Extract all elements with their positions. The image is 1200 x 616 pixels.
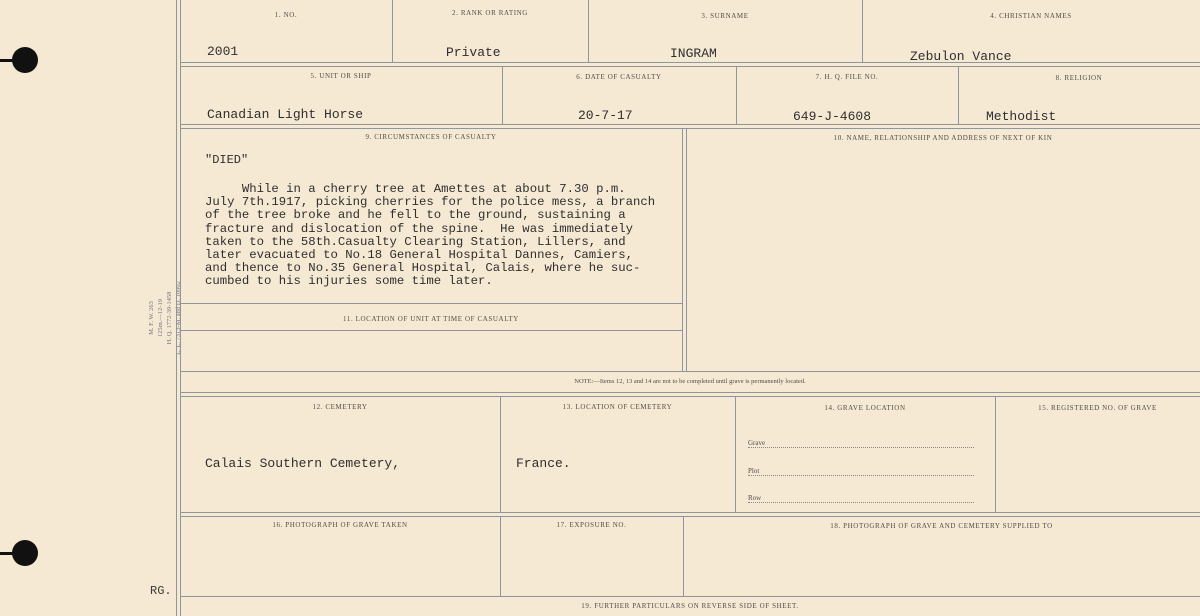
surname: INGRAM	[670, 46, 717, 61]
divider	[500, 396, 501, 512]
header-surname: 3. SURNAME	[701, 12, 749, 20]
circumstances-text: While in a cherry tree at Amettes at about 7.30 p.m. July 7th.1917, picking cherries for the police mess, a branch of the tree broke and he fell to the ground, sustaining a fracture and dislocation of the spine. He was immediately taken to the 58th.Casualty Clearing Station, Lillers, and later evacuated to No.18 General Hospital Dannes, Camiers, and thence to No.35 General Hospital, Calais, where he suc- cumbed to his injuries some time later.	[205, 182, 656, 289]
print-code	[147, 263, 183, 373]
header-exposure-no: 17. EXPOSURE NO.	[556, 521, 627, 529]
header-unit: 5. UNIT OR SHIP	[310, 72, 372, 80]
header-photograph-supplied: 18. PHOTOGRAPH OF GRAVE AND CEMETERY SUPPLIED TO	[830, 522, 1053, 530]
divider	[686, 128, 687, 371]
header-christian-names: 4. CHRISTIAN NAMES	[990, 12, 1072, 20]
service-number: 2001	[207, 44, 239, 59]
divider	[180, 303, 682, 304]
binder-pin	[0, 59, 16, 62]
divider	[180, 124, 1200, 125]
row-label: Row	[748, 494, 762, 502]
christian-names: Zebulon Vance	[910, 49, 1012, 64]
print-code-line: M. F. W. 263	[148, 301, 155, 335]
print-code-line: 125m.—12-19	[157, 298, 164, 338]
header-next-of-kin: 10. NAME, RELATIONSHIP AND ADDRESS OF NEXT OF KIN	[833, 134, 1053, 142]
header-location-cemetery: 13. LOCATION OF CEMETERY	[562, 403, 673, 411]
cemetery-location: France.	[516, 456, 571, 471]
religion: Methodist	[986, 109, 1057, 124]
divider	[735, 396, 736, 512]
file-number: 649-J-4608	[793, 109, 872, 124]
header-photograph-taken: 16. PHOTOGRAPH OF GRAVE TAKEN	[272, 521, 408, 529]
grave-label: Grave	[748, 439, 766, 447]
divider	[995, 396, 996, 512]
divider	[180, 596, 1200, 597]
header-grave-location: 14. GRAVE LOCATION	[824, 404, 906, 412]
grave-field	[748, 439, 974, 448]
divider	[180, 66, 1200, 67]
header-number: 1. NO.	[274, 11, 298, 19]
initials: RG.	[150, 584, 172, 598]
divider	[180, 62, 1200, 63]
divider	[862, 0, 863, 62]
print-code-line: L. L. 7313-M. and D. 10902	[175, 281, 182, 355]
unit: Canadian Light Horse	[207, 107, 364, 122]
plot-field	[748, 467, 974, 476]
header-rank: 2. RANK OR RATING	[452, 9, 528, 17]
divider	[180, 516, 1200, 517]
divider	[180, 392, 1200, 393]
header-date: 6. DATE OF CASUALTY	[576, 73, 662, 81]
note: NOTE:—Items 12, 13 and 14 are not to be completed until grave is permanently located.	[574, 378, 806, 385]
divider	[180, 371, 1200, 372]
divider	[588, 0, 589, 62]
print-code-line: H. Q. 1772-39-1458	[166, 291, 173, 345]
casualty-status: "DIED"	[205, 153, 249, 167]
footer-note: 19. FURTHER PARTICULARS ON REVERSE SIDE OF SHEET.	[581, 602, 799, 610]
divider	[180, 128, 1200, 129]
cemetery: Calais Southern Cemetery,	[205, 456, 401, 471]
divider	[176, 0, 177, 616]
divider	[180, 396, 1200, 397]
header-circumstances: 9. CIRCUMSTANCES OF CASUALTY	[365, 133, 497, 141]
binder-pin	[0, 552, 16, 555]
header-file-no: 7. H. Q. FILE NO.	[815, 73, 879, 81]
rank: Private	[446, 45, 501, 60]
header-registered-no: 15. REGISTERED NO. OF GRAVE	[1038, 404, 1157, 412]
divider	[180, 330, 682, 331]
plot-label: Plot	[748, 467, 760, 475]
header-cemetery: 12. CEMETERY	[312, 403, 368, 411]
header-location-unit: 11. LOCATION OF UNIT AT TIME OF CASUALTY	[343, 315, 519, 323]
row-field	[748, 494, 974, 503]
divider	[180, 512, 1200, 513]
header-religion: 8. RELIGION	[1055, 74, 1103, 82]
date-of-casualty: 20-7-17	[578, 108, 633, 123]
